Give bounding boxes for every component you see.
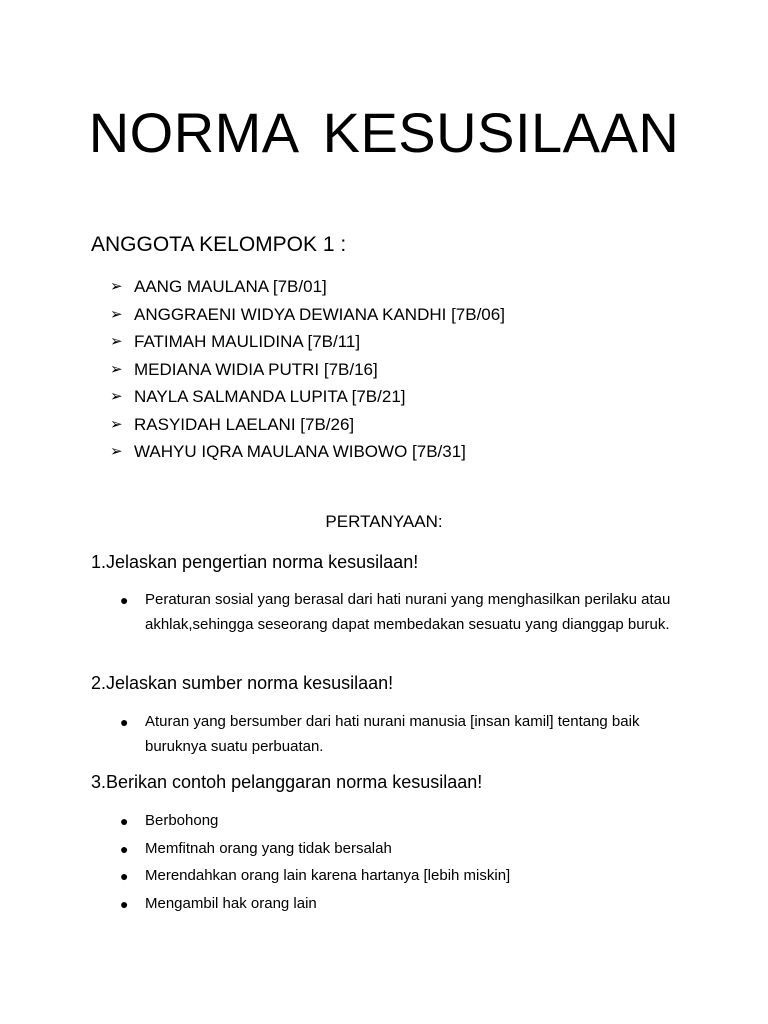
answer-text: Berbohong xyxy=(145,812,219,829)
member-name: RASYIDAH LAELANI [7B/26] xyxy=(134,414,355,434)
arrow-bullet-icon: ➢ xyxy=(110,305,123,323)
member-item xyxy=(110,411,505,439)
arrow-bullet-icon: ➢ xyxy=(110,278,123,295)
document-title: NORMA KESUSILAAN xyxy=(88,101,680,164)
arrow-bullet-icon: ➢ xyxy=(110,443,123,460)
answer-item xyxy=(120,892,680,920)
answer-item xyxy=(120,809,680,837)
member-list xyxy=(110,273,505,466)
answer-item xyxy=(120,864,680,892)
answer-list-1 xyxy=(120,588,680,637)
member-item xyxy=(110,356,505,384)
bullet-icon: ● xyxy=(120,714,129,730)
question-2: 2.Jelaskan sumber norma kesusilaan! xyxy=(91,673,394,693)
answer-item xyxy=(120,588,680,637)
question-1: 1.Jelaskan pengertian norma kesusilaan! xyxy=(91,552,419,572)
answer-text: Memfitnah orang yang tidak bersalah xyxy=(145,839,392,857)
bullet-icon: ● xyxy=(120,868,129,884)
arrow-bullet-icon: ➢ xyxy=(110,333,123,350)
arrow-bullet-icon: ➢ xyxy=(110,415,123,433)
answer-text: Aturan yang bersumber dari hati nurani manusia [insan kamil] tentang baik buruknya suatu perbuatan. xyxy=(145,713,640,755)
group-heading: ANGGOTA KELOMPOK 1 : xyxy=(91,233,347,256)
answer-text: Merendahkan orang lain karena hartanya [lebih miskin] xyxy=(145,867,511,884)
member-name: NAYLA SALMANDA LUPITA [7B/21] xyxy=(134,387,406,406)
answer-list-2 xyxy=(120,710,660,759)
answer-item xyxy=(120,837,680,865)
bullet-icon: ● xyxy=(120,895,129,912)
questions-heading: PERTANYAAN: xyxy=(325,512,443,531)
question-3: 3.Berikan contoh pelanggaran norma kesusilaan! xyxy=(91,772,483,792)
arrow-bullet-icon: ➢ xyxy=(110,360,123,378)
member-name: FATIMAH MAULIDINA [7B/11] xyxy=(134,332,361,351)
answer-text: Peraturan sosial yang berasal dari hati nurani yang menghasilkan perilaku atau akhlak,sehingga seseorang dapat membedakan sesuatu yang dianggap buruk. xyxy=(145,591,671,633)
member-name: MEDIANA WIDIA PUTRI [7B/16] xyxy=(134,359,378,379)
member-name: ANGGRAENI WIDYA DEWIANA KANDHI [7B/06] xyxy=(134,304,505,324)
member-name: AANG MAULANA [7B/01] xyxy=(134,277,327,296)
answer-list-3 xyxy=(120,809,680,919)
member-item xyxy=(110,438,505,466)
bullet-icon: ● xyxy=(120,813,129,829)
arrow-bullet-icon: ➢ xyxy=(110,388,123,405)
bullet-icon: ● xyxy=(120,592,129,608)
member-name: WAHYU IQRA MAULANA WIBOWO [7B/31] xyxy=(134,442,466,461)
member-item xyxy=(110,273,505,301)
member-item xyxy=(110,301,505,329)
member-item xyxy=(110,383,505,411)
bullet-icon: ● xyxy=(120,840,129,857)
answer-item xyxy=(120,710,660,759)
answer-text: Mengambil hak orang lain xyxy=(145,894,317,912)
member-item xyxy=(110,328,505,356)
